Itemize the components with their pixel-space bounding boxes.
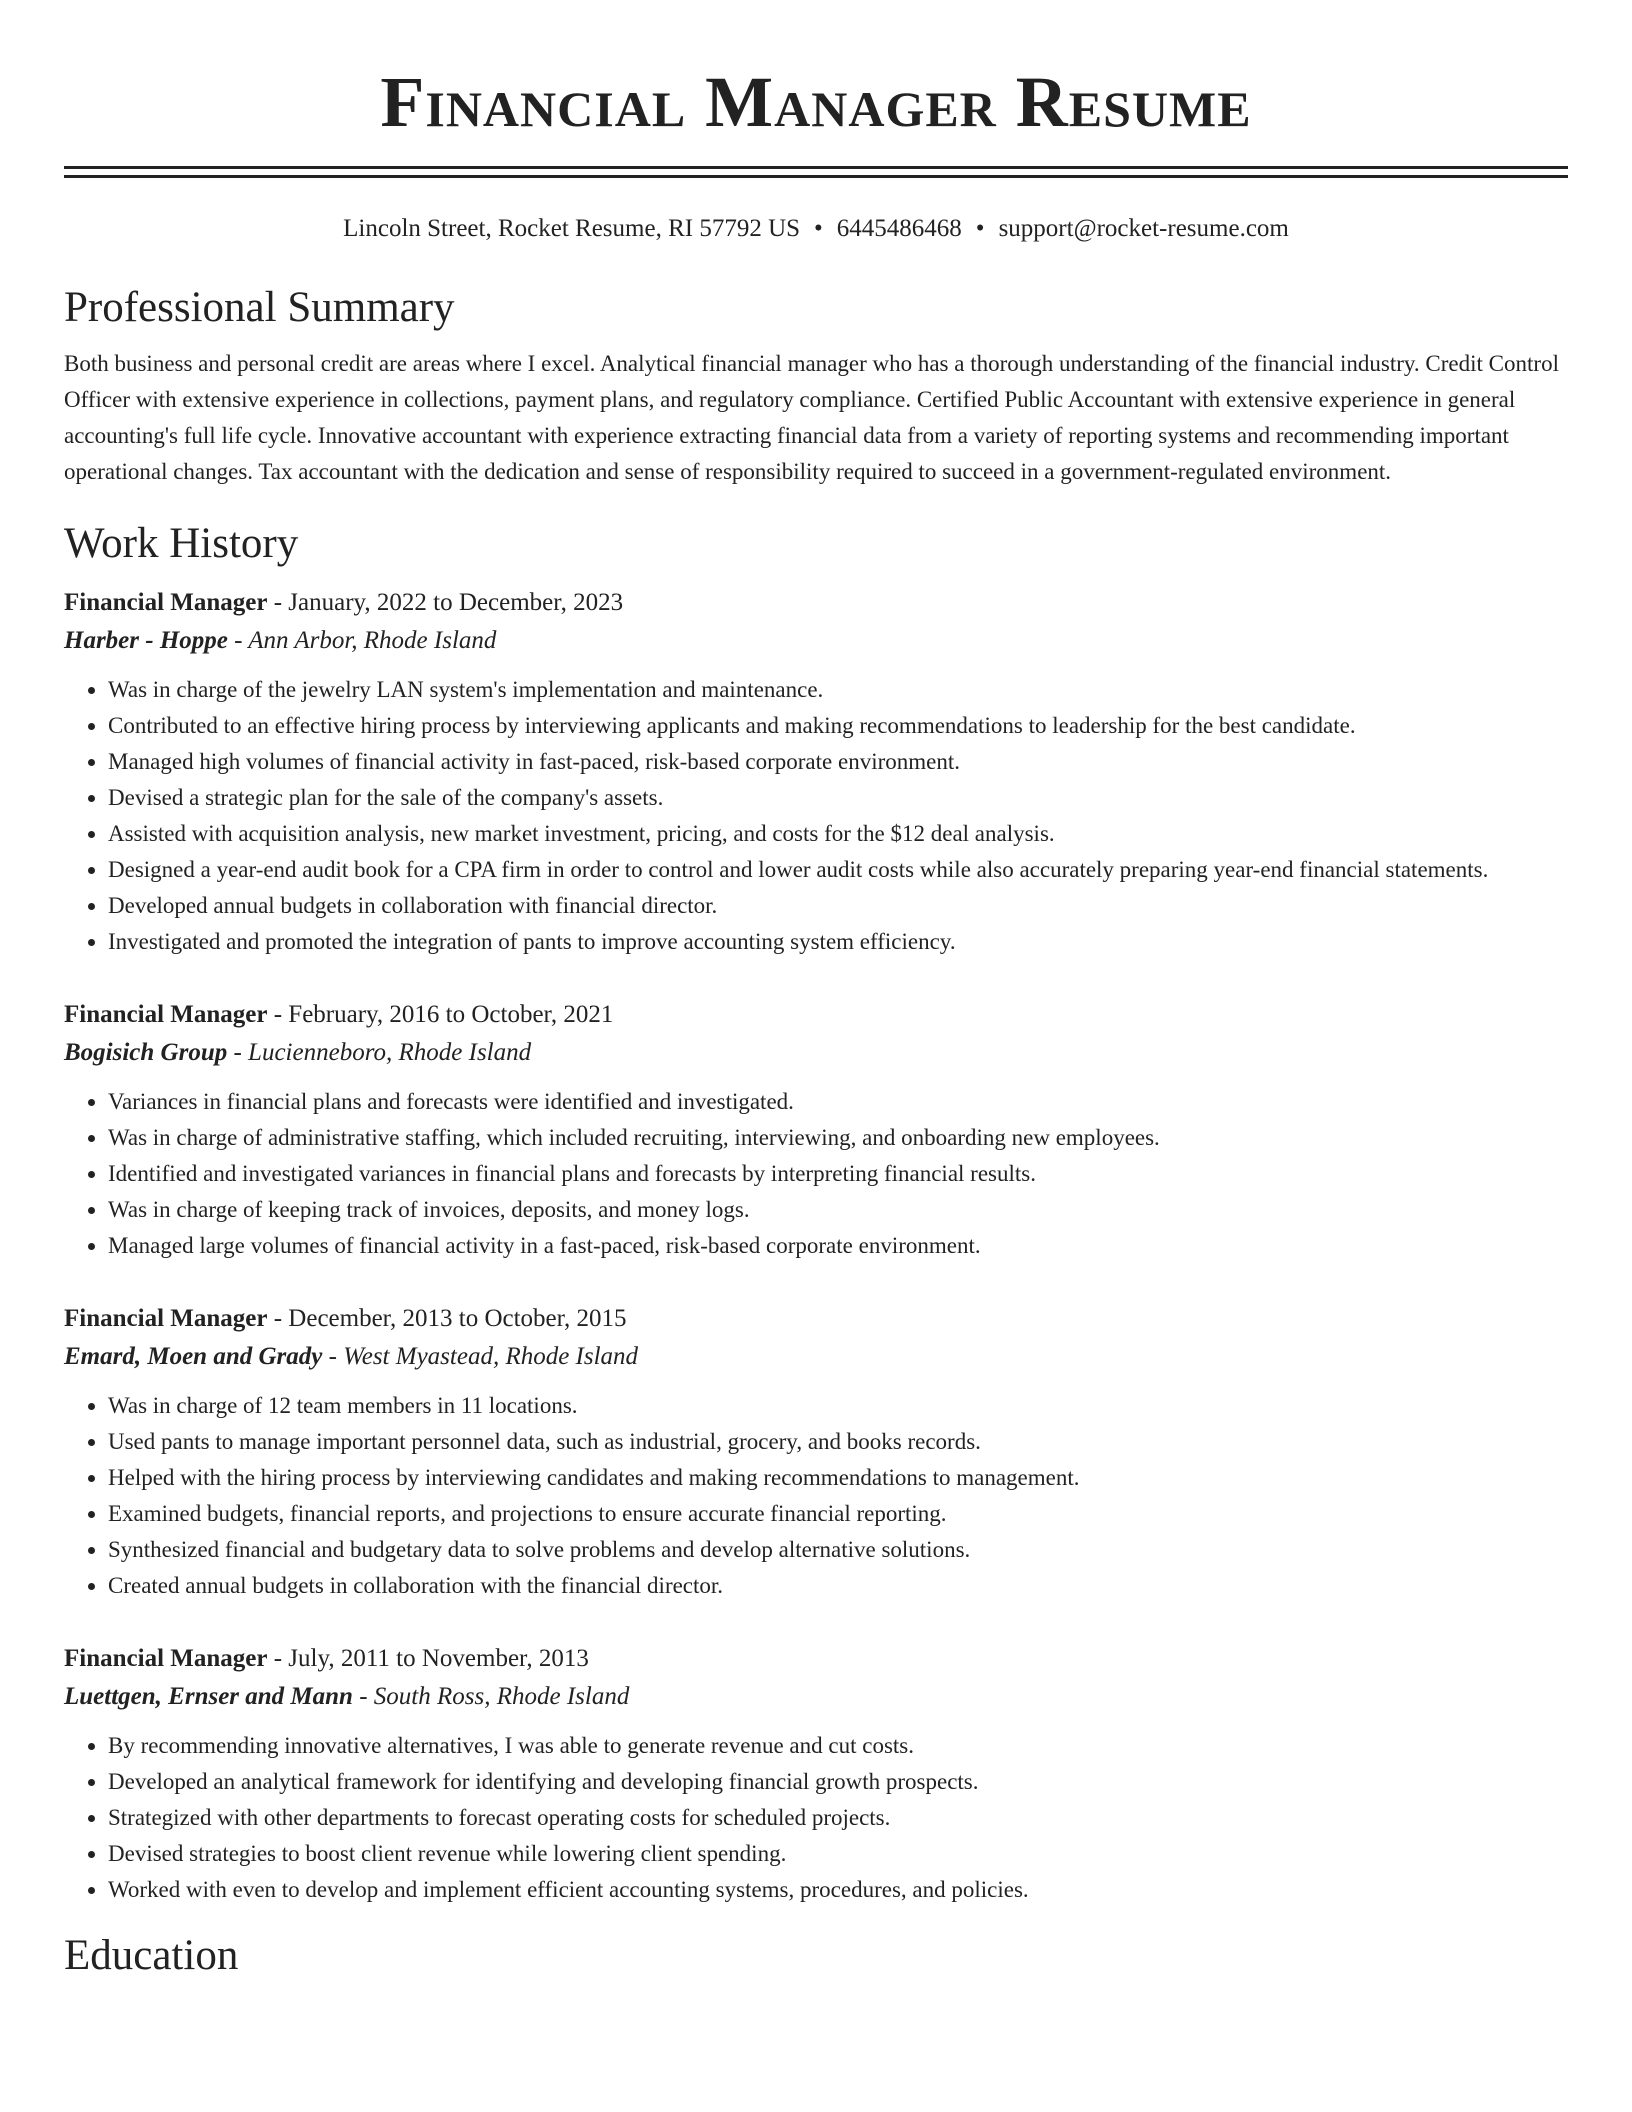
list-item: • Worked with even to develop and implement efficient accounting systems, procedures, and policies. — [108, 1872, 1568, 1908]
list-item: • Strategized with other departments to forecast operating costs for scheduled projects. — [108, 1800, 1568, 1836]
list-item: • Examined budgets, financial reports, and projections to ensure accurate financial reporting. — [108, 1496, 1568, 1532]
job-bullets — [64, 1388, 1568, 1604]
job-bullets — [64, 1084, 1568, 1264]
company-location: - South Ross, Rhode Island — [352, 1683, 630, 1710]
summary-heading: Professional Summary — [64, 284, 455, 331]
title-divider-bottom — [64, 175, 1568, 178]
list-item: • Was in charge of administrative staffing, which included recruiting, interviewing, and onboarding new employees. — [108, 1120, 1568, 1156]
company-location: - Lucienneboro, Rhode Island — [227, 1039, 532, 1066]
list-item: • Used pants to manage important personnel data, such as industrial, grocery, and books records. — [108, 1424, 1568, 1460]
company-line — [64, 622, 1568, 660]
job-dates: - December, 2013 to October, 2015 — [267, 1305, 627, 1332]
contact-line — [64, 214, 1568, 244]
job-bullets — [64, 672, 1568, 960]
list-item: • Managed large volumes of financial activity in a fast-paced, risk-based corporate environment. — [108, 1228, 1568, 1264]
list-item: • Was in charge of 12 team members in 11 locations. — [108, 1388, 1568, 1424]
contact-email: support@rocket-resume.com — [998, 215, 1289, 242]
work-history-heading: Work History — [64, 520, 299, 567]
list-item: • Devised a strategic plan for the sale of the company's assets. — [108, 780, 1568, 816]
list-item: • Contributed to an effective hiring process by interviewing applicants and making recommendations to leadership for the best candidate. — [108, 708, 1568, 744]
education-heading: Education — [64, 1932, 239, 1979]
list-item: • Managed high volumes of financial activity in fast-paced, risk-based corporate environment. — [108, 744, 1568, 780]
list-item: • Investigated and promoted the integration of pants to improve accounting system efficiency. — [108, 924, 1568, 960]
company-location: - West Myastead, Rhode Island — [322, 1343, 639, 1370]
contact-address: Lincoln Street, Rocket Resume, RI 57792 US — [343, 215, 801, 242]
job-dates: - February, 2016 to October, 2021 — [267, 1001, 614, 1028]
list-item: • Was in charge of keeping track of invoices, deposits, and money logs. — [108, 1192, 1568, 1228]
list-item: • Developed annual budgets in collaboration with financial director. — [108, 888, 1568, 924]
job-title-line — [64, 1640, 1568, 1678]
company-name: Luettgen, Ernser and Mann — [64, 1683, 353, 1710]
company-name: Bogisich Group — [64, 1039, 228, 1066]
company-line — [64, 1034, 1568, 1072]
job-title-line — [64, 1300, 1568, 1338]
job-entry — [64, 584, 1568, 960]
list-item: • Helped with the hiring process by interviewing candidates and making recommendations to management. — [108, 1460, 1568, 1496]
title-divider-top — [64, 166, 1568, 169]
job-bullets — [64, 1728, 1568, 1908]
contact-separator: • — [975, 215, 985, 242]
job-entry — [64, 1300, 1568, 1604]
list-item: • Identified and investigated variances in financial plans and forecasts by interpreting financial results. — [108, 1156, 1568, 1192]
summary-text: Both business and personal credit are areas where I excel. Analytical financial manager who has a thorough understanding of the financial industry. Credit Control Officer with extensive experience in collections, payment plans, and regulatory compliance. Certified Public Accountant with extensive experience in general accounting's full life cycle. Innovative accountant with experience extracting financial data from a variety of reporting systems and recommending important operational changes. Tax accountant with the dedication and sense of responsibility required to succeed in a government-regulated environment. — [64, 351, 1559, 484]
contact-separator: • — [814, 215, 823, 242]
list-item: • By recommending innovative alternatives, I was able to generate revenue and cut costs. — [108, 1728, 1568, 1764]
list-item: • Variances in financial plans and forecasts were identified and investigated. — [108, 1084, 1568, 1120]
job-title: Financial Manager — [64, 1001, 268, 1028]
list-item: • Was in charge of the jewelry LAN system's implementation and maintenance. — [108, 672, 1568, 708]
job-title-line — [64, 996, 1568, 1034]
list-item: • Created annual budgets in collaboration with the financial director. — [108, 1568, 1568, 1604]
list-item: • Synthesized financial and budgetary data to solve problems and develop alternative solutions. — [108, 1532, 1568, 1568]
job-entry — [64, 1640, 1568, 1908]
company-name: Harber - Hoppe — [64, 627, 228, 654]
company-line — [64, 1338, 1568, 1376]
job-dates: - July, 2011 to November, 2013 — [267, 1645, 589, 1672]
job-dates: - January, 2022 to December, 2023 — [267, 589, 624, 616]
resume-title: Financial Manager Resume — [380, 62, 1252, 142]
job-title-line — [64, 584, 1568, 622]
job-title: Financial Manager — [64, 589, 268, 616]
list-item: • Designed a year-end audit book for a CPA firm in order to control and lower audit costs while also accurately preparing year-end financial statements. — [108, 852, 1568, 888]
job-title: Financial Manager — [64, 1645, 268, 1672]
company-line — [64, 1678, 1568, 1716]
company-name: Emard, Moen and Grady — [64, 1343, 323, 1370]
list-item: • Developed an analytical framework for identifying and developing financial growth prospects. — [108, 1764, 1568, 1800]
job-entry — [64, 996, 1568, 1264]
job-title: Financial Manager — [64, 1305, 268, 1332]
list-item: • Assisted with acquisition analysis, new market investment, pricing, and costs for the $12 deal analysis. — [108, 816, 1568, 852]
list-item: • Devised strategies to boost client revenue while lowering client spending. — [108, 1836, 1568, 1872]
company-location: - Ann Arbor, Rhode Island — [227, 627, 497, 654]
contact-phone: 6445486468 — [836, 215, 962, 242]
